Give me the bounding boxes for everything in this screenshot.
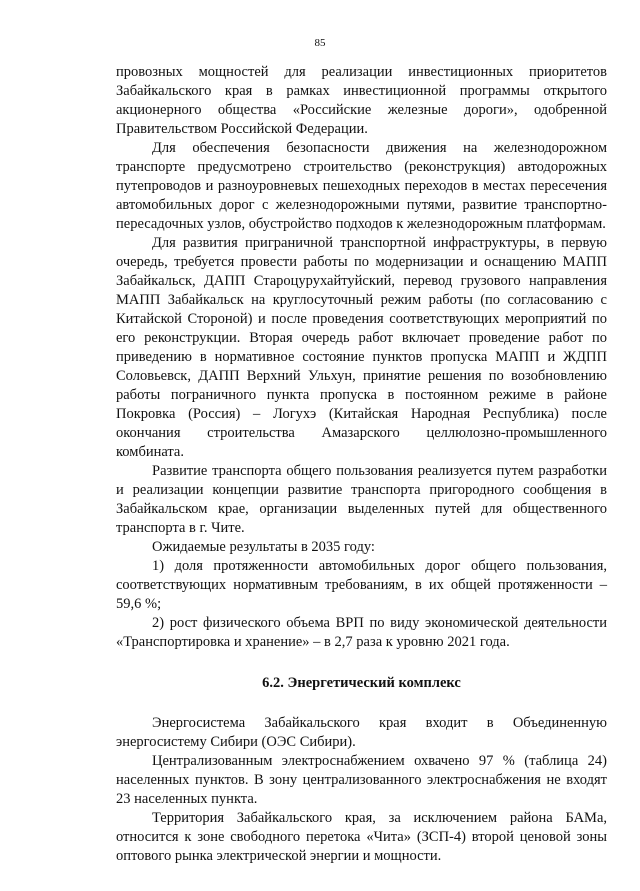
list-item: 2) рост физического объема ВРП по виду экономической деятельности «Транспортировка и хранение» – в 2,7 раза к уровню 2021 года. xyxy=(116,615,607,650)
paragraph: Централизованным электроснабжением охвачено 97 % (таблица 24) населенных пунктов. В зону централизованного электроснабжения не входят 23 населенных пункта. xyxy=(116,753,607,807)
page-number: 85 xyxy=(314,37,326,49)
paragraph: Энергосистема Забайкальского края входит в Объединенную энергосистему Сибири (ОЭС Сибири). xyxy=(116,715,607,750)
list-item: 1) доля протяженности автомобильных дорог общего пользования, соответствующих нормативным требованиям, в их общей протяженности – 59,6 %; xyxy=(116,558,607,612)
paragraph: Развитие транспорта общего пользования реализуется путем разработки и реализации концепции развитие транспорта пригородного сообщения в Забайкальском крае, организации выделенных путей для общественного транспорта в г. Чите. xyxy=(116,463,607,536)
paragraph: Для обеспечения безопасности движения на железнодорожном транспорте предусмотрено строительство (реконструкция) автодорожных путепроводов и разноуровневых пешеходных переходов в местах пересечения автомобильных дорог с железнодорожными путями, развитие транспортно-пересадочных узлов, обустройство подходов к железнодорожным платформам. xyxy=(116,140,607,232)
paragraph: Для развития приграничной транспортной инфраструктуры, в первую очередь, требуется провести работы по модернизации и оснащению МАПП Забайкальск, ДАПП Староцурухайтуйский, перевод грузового направления МАПП Забайкальск на круглосуточный режим работы (по согласованию с Китайской Стороной) и после проведения соответствующих мероприятий по его реконструкции. Вторая очередь работ включает проведение работ по приведению в нормативное состояние пунктов пропуска МАПП и ЖДПП Соловьевск, ДАПП Верхний Ульхун, принятие решения по возобновлению работы пограничного пункта пропуска в постоянном режиме в районе Покровка (Россия) – Логухэ (Китайская Народная Республика) после окончания строительства Амазарского целлюлозно-промышленного комбината. xyxy=(116,235,607,460)
paragraph: Территория Забайкальского края, за исключением района БАМа, относится к зоне свободного перетока «Чита» (ЗСП-4) второй ценовой зоны оптового рынка электрической энергии и мощности. xyxy=(116,810,607,864)
document-body xyxy=(116,63,607,866)
paragraph: Ожидаемые результаты в 2035 году: xyxy=(152,539,375,555)
paragraph: провозных мощностей для реализации инвестиционных приоритетов Забайкальского края в рамках инвестиционной программы открытого акционерного общества «Российские железные дороги», одобренной Правительством Российской Федерации. xyxy=(116,64,607,137)
section-heading: 6.2. Энергетический комплекс xyxy=(262,675,461,691)
